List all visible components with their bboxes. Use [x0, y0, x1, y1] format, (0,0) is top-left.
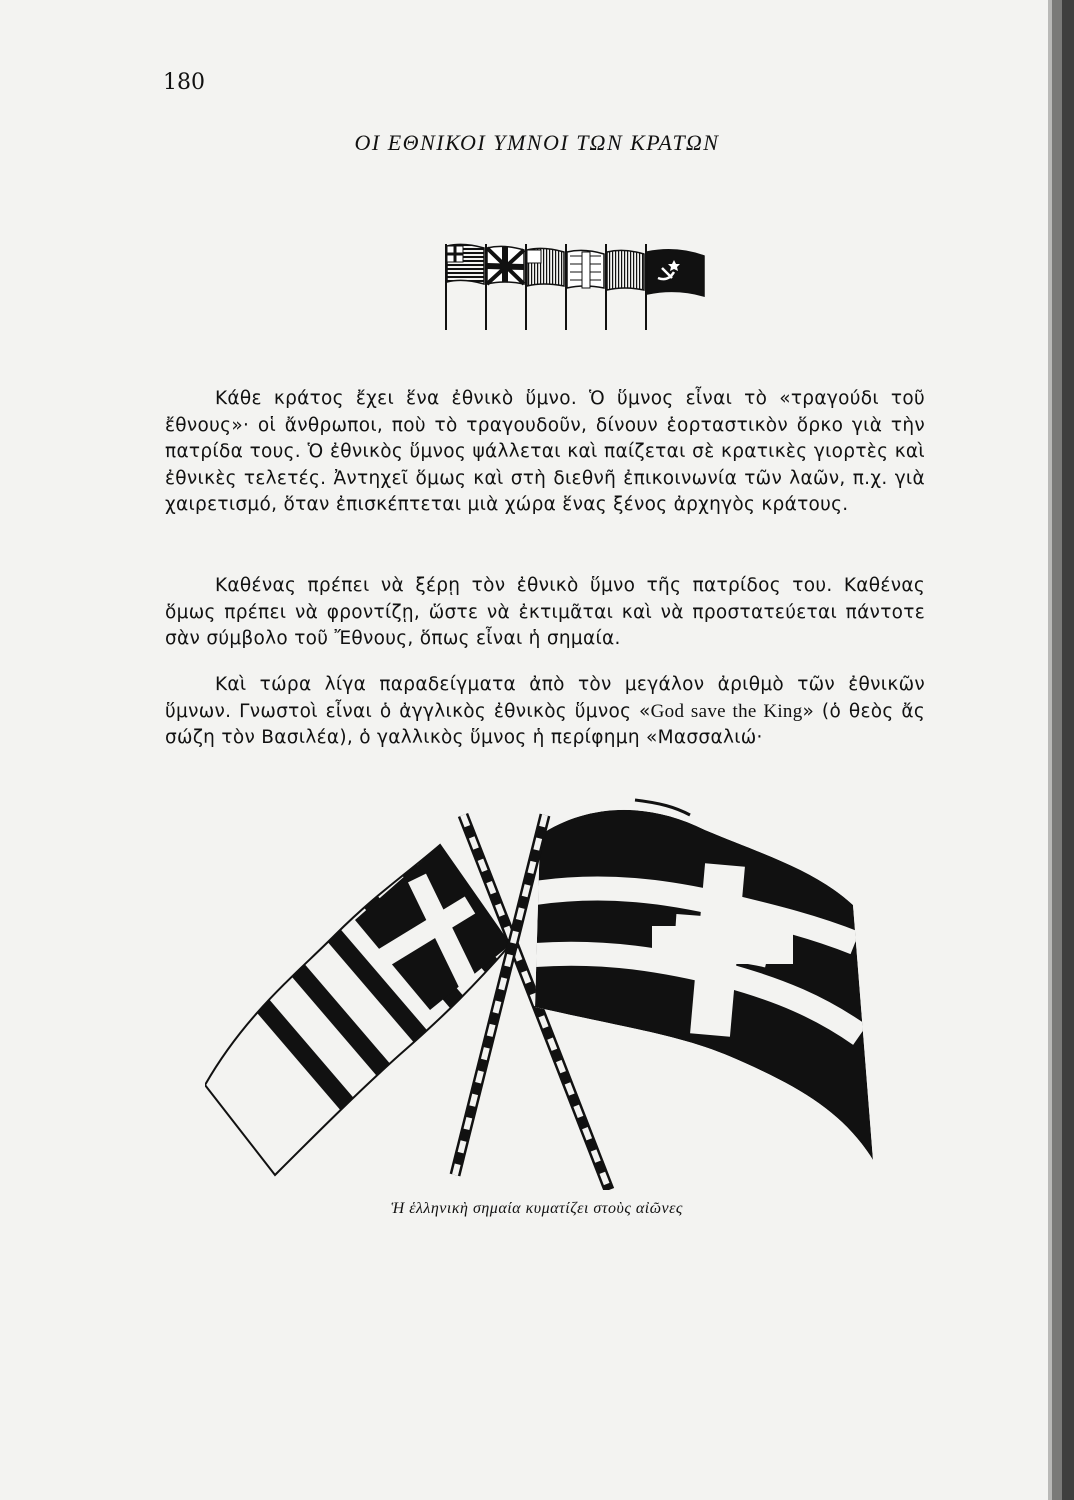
soviet-flag-icon [647, 250, 704, 296]
body-paragraph-3 [165, 672, 925, 752]
greek-flag-icon [505, 795, 880, 1190]
anthem-title-latin: God save the King [650, 700, 803, 722]
body-paragraph-3-start: Καὶ τώρα λίγα παραδείγματα ἀπὸ τὸν μεγάλον ἀριθμὸ τῶν ἐθνικῶν ὕμνων. Γνωστοὶ εἶναι ὁ ἀγγλικὸς ἐθνικὸς ὕμνος « [165, 674, 925, 722]
running-title: ΟΙ ΕΘΝΙΚΟΙ ΥΜΝΟΙ ΤΩΝ ΚΡΑΤΩΝ [354, 130, 720, 155]
body-paragraph-3-end: » (ὁ θεὸς ἄς σώζη τὸν Βασιλέα), ὁ γαλλικὸς ὕμνος ἡ περίφημη «Μασσαλιώ· [165, 700, 925, 748]
body-paragraph-2: Καθένας πρέπει νὰ ξέρῃ τὸν ἐθνικὸ ὕμνο τῆς πατρίδος του. Καθένας ὅμως πρέπει νὰ φροντίζῃ, ὥστε νὰ ἐκτιμᾶται καὶ νὰ προστατεύεται πάντοτε σὰν σύμβολο τοῦ Ἔθνους, ὅπως εἶναι ἡ σημαία. [165, 575, 925, 649]
flag-icon [527, 248, 564, 286]
union-jack-icon [487, 246, 524, 284]
page-number: 180 [163, 70, 205, 95]
flags-row-illustration [438, 232, 708, 332]
crossed-flags-illustration [205, 795, 880, 1190]
greek-flag-icon [447, 244, 484, 284]
scan-edge [1038, 0, 1074, 1500]
flag-icon [607, 250, 644, 290]
flag-icon [567, 250, 604, 288]
figure-caption: Ἡ ἑλληνικὴ σημαία κυματίζει στοὺς αἰῶνες [391, 1200, 683, 1217]
body-paragraph-1: Κάθε κράτος ἔχει ἕνα ἐθνικὸ ὕμνο. Ὁ ὕμνος εἶναι τὸ «τραγούδι τοῦ ἔθνους»· οἱ ἄνθρωποι, ποὺ τὸ τραγουδοῦν, δίνουν ἑορταστικὸν ὅρκο γιὰ τὴν πατρίδα τους. Ὁ ἐθνικὸς ὕμνος ψάλλεται καὶ παίζεται σὲ κρατικὲς γιορτὲς καὶ ἐθνικὲς τελετές. Ἀντηχεῖ ὅμως καὶ στὴ διεθνῆ ἐπικοινωνία τῶν λαῶν, π.χ. γιὰ χαιρετισμό, ὅταν ἐπισκέπτεται μιὰ χώρα ἕνας ξένος ἀρχηγὸς κράτους. [165, 388, 925, 515]
